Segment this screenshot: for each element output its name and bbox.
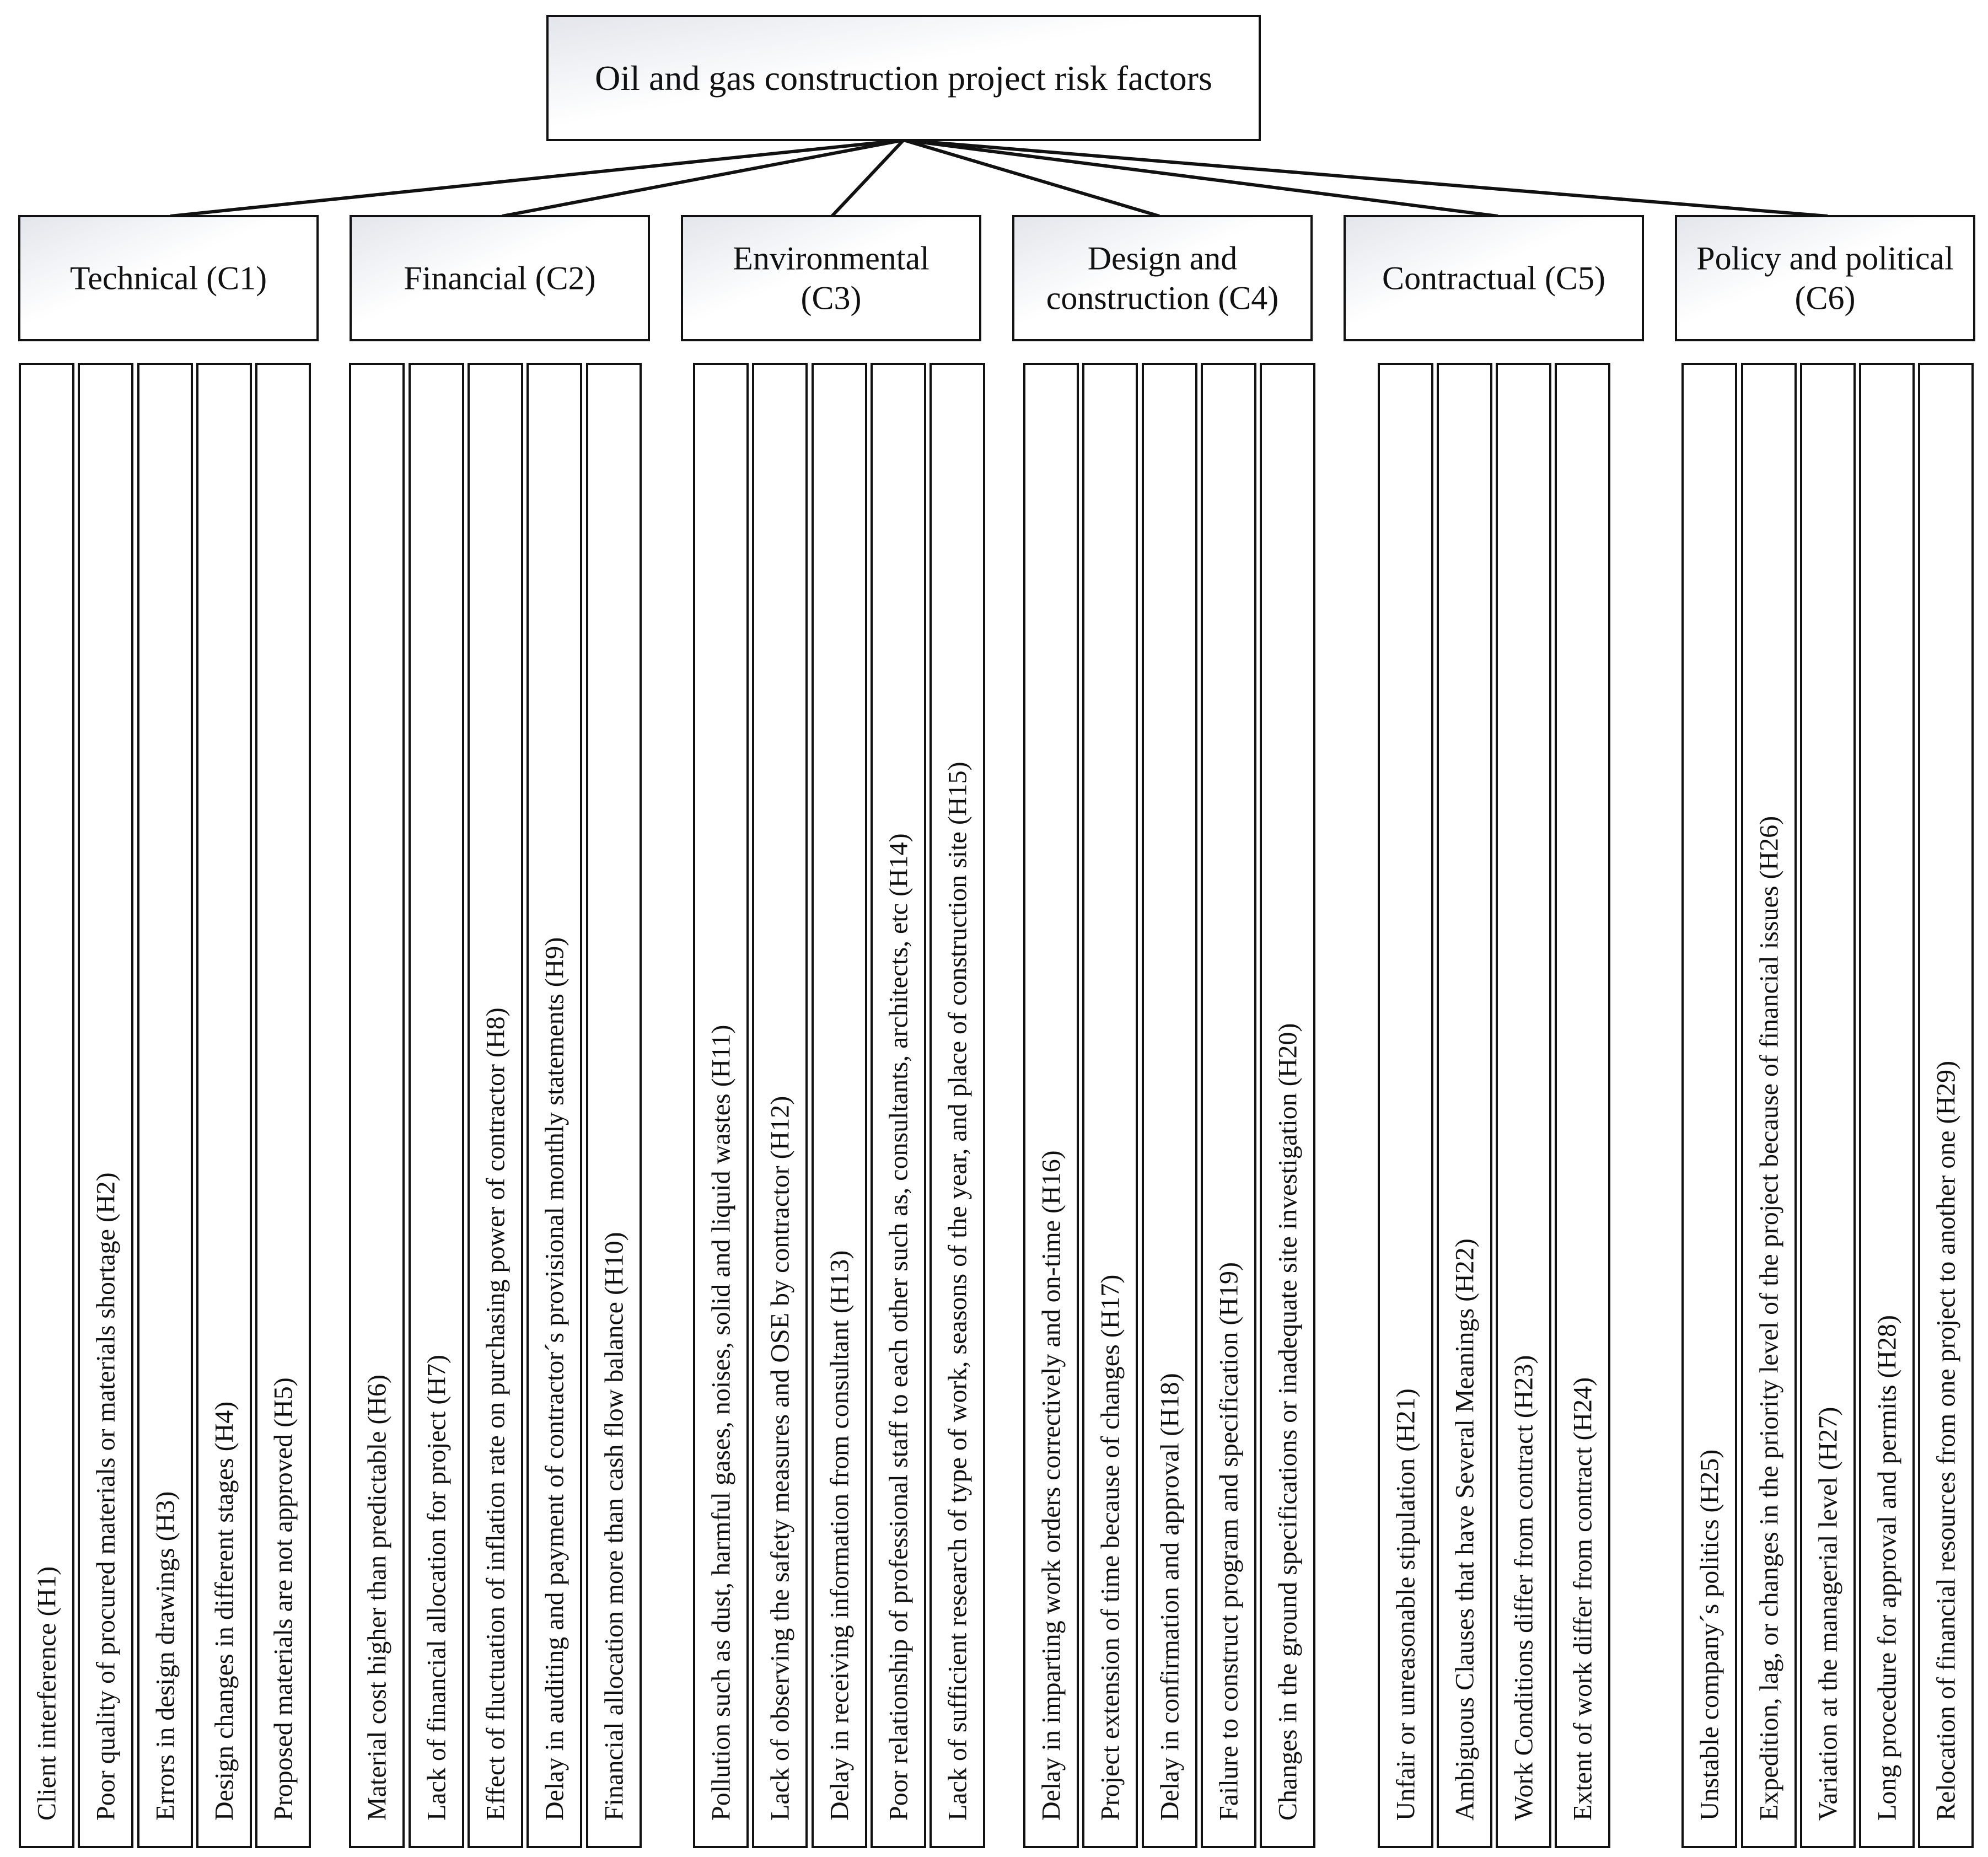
factor-c1-2 [79,364,132,1847]
factor-label: Variation at the managerial level (H27) [1813,1407,1843,1821]
factor-c1-5 [256,364,310,1847]
factor-label: Relocation of financial resources from one project to another one (H29) [1931,1060,1961,1821]
factor-c4-1 [1024,364,1078,1847]
factor-c4-5 [1261,364,1314,1847]
factor-c2-3 [469,364,522,1847]
connector-c1 [170,140,904,216]
connector-lines [170,140,1828,216]
factor-c2-5 [587,364,641,1847]
factor-label: Poor quality of procured materials or materials shortage (H2) [91,1172,121,1821]
factor-label: Lack of financial allocation for project (H7) [422,1355,452,1821]
category-c5 [1345,216,1643,340]
factor-label: Unfair or unreasonable stipulation (H21) [1391,1388,1421,1821]
factor-c1-3 [138,364,192,1847]
factor-label: Delay in imparting work orders correctively and on-time (H16) [1036,1150,1066,1821]
factor-c3-2 [753,364,807,1847]
factor-c4-3 [1143,364,1196,1847]
factor-c5-4 [1556,364,1609,1847]
factor-label: Lack of sufficient research of type of work, seasons of the year, and place of construction site (H15) [943,761,972,1821]
factor-label: Effect of fluctuation of inflation rate on purchasing power of contractor (H8) [481,1007,511,1821]
category-label: Policy and political [1696,240,1954,277]
factor-label: Changes in the ground specifications or inadequate site investigation (H20) [1273,1023,1303,1821]
factor-label: Lack of observing the safety measures and OSE by contractor (H12) [765,1096,795,1821]
category-c2 [351,216,649,340]
root-node [547,16,1260,140]
factor-c5-2 [1438,364,1491,1847]
category-label: Contractual (C5) [1382,260,1605,297]
category-label: Environmental [733,240,929,277]
factor-label: Proposed materials are not approved (H5) [268,1377,298,1821]
category-label: (C3) [800,280,862,316]
factor-c2-2 [410,364,463,1847]
category-box [1676,216,1974,340]
factor-label: Client interference (H1) [32,1566,62,1821]
factor-label: Delay in receiving information from consultant (H13) [825,1250,855,1821]
factor-label: Project extension of time because of changes (H17) [1095,1274,1125,1821]
factor-c5-1 [1379,364,1432,1847]
category-label: construction (C4) [1046,280,1279,316]
category-label: Financial (C2) [404,260,596,297]
category-box [682,216,980,340]
factor-c4-2 [1083,364,1137,1847]
factor-label: Extent of work differ from contract (H24) [1568,1377,1598,1821]
connector-c6 [904,140,1828,216]
factor-c6-4 [1860,364,1914,1847]
category-box [1013,216,1312,340]
factor-label: Failure to construct program and specification (H19) [1214,1262,1244,1821]
category-c4 [1013,216,1312,340]
factor-label: Ambiguous Clauses that have Several Meanings (H22) [1450,1238,1480,1821]
factor-label: Delay in confirmation and approval (H18) [1155,1373,1185,1821]
factor-label: Work Conditions differ from contract (H23) [1509,1355,1539,1821]
factor-c6-1 [1683,364,1736,1847]
factor-c6-5 [1919,364,1973,1847]
factor-c6-2 [1742,364,1796,1847]
factor-label: Unstable company´s politics (H25) [1695,1449,1724,1821]
factor-label: Long procedure for approval and permits (H28) [1872,1314,1902,1821]
category-label: Design and [1087,240,1238,277]
factor-c1-1 [20,364,73,1847]
factor-label: Financial allocation more than cash flow balance (H10) [599,1232,629,1821]
factor-label: Pollution such as dust, harmful gases, noises, solid and liquid wastes (H11) [706,1024,736,1821]
factor-label: Delay in auditing and payment of contractor´s provisional monthly statements (H9) [540,937,569,1821]
factor-label: Expedition, lag, or changes in the priority level of the project because of financial issues (H26) [1754,815,1784,1821]
factor-label: Material cost higher than predictable (H6) [362,1374,392,1821]
factor-c3-1 [694,364,748,1847]
factor-label: Design changes in different stages (H4) [209,1401,239,1821]
category-c6 [1676,216,1974,340]
factor-c6-3 [1801,364,1855,1847]
factor-c3-4 [872,364,925,1847]
factor-c2-4 [528,364,581,1847]
factor-label: Errors in design drawings (H3) [151,1491,180,1821]
category-label: Technical (C1) [69,260,267,297]
factor-row [20,364,1973,1847]
factor-c2-1 [350,364,404,1847]
factor-c1-4 [197,364,251,1847]
factor-c4-4 [1202,364,1255,1847]
factor-c5-3 [1497,364,1550,1847]
factor-label: Poor relationship of professional staff to each other such as, consultants, architects, etc (H14) [884,833,914,1821]
category-c3 [682,216,980,340]
factor-c3-5 [931,364,984,1847]
connector-c5 [904,140,1498,216]
category-row [19,216,1974,340]
factor-c3-3 [813,364,866,1847]
category-label: (C6) [1794,280,1856,316]
category-c1 [19,216,318,340]
root-label: Oil and gas construction project risk factors [595,58,1212,98]
